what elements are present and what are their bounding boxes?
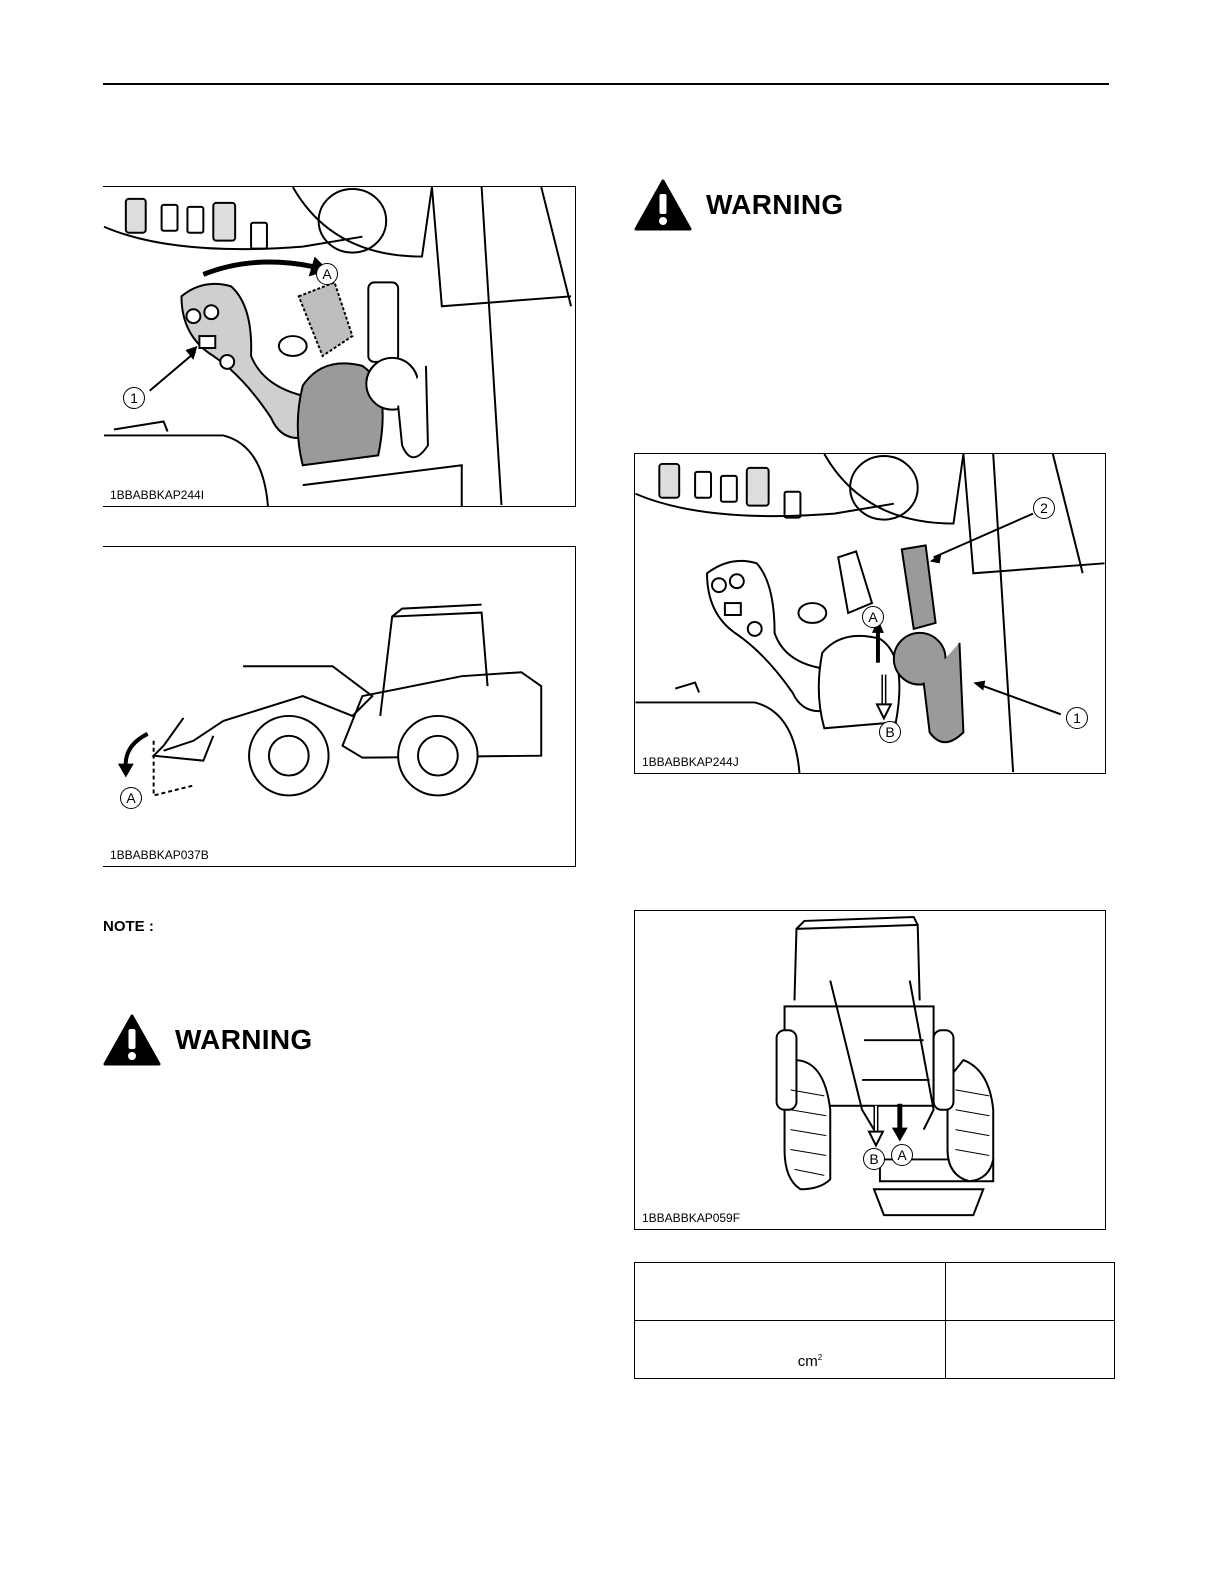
callout-b: B	[863, 1148, 885, 1170]
callout-a: A	[120, 787, 142, 809]
figure-joystick-lever	[634, 453, 1106, 774]
callout-1: 1	[123, 387, 145, 409]
figure-loader-front	[634, 910, 1106, 1230]
warning-triangle-icon	[103, 1014, 161, 1066]
warning-heading	[634, 175, 843, 235]
figure-code: 1BBABBKAP059F	[642, 1211, 741, 1225]
warning-triangle-icon	[634, 179, 692, 231]
warning-label: WARNING	[175, 1024, 313, 1055]
table-row	[635, 1321, 1115, 1379]
table-row	[635, 1263, 1115, 1321]
figure-code: 1BBABBKAP037B	[110, 848, 209, 862]
spec-table	[634, 1262, 1115, 1379]
joystick-illustration	[103, 187, 575, 506]
callout-a: A	[891, 1144, 913, 1166]
note-label: NOTE :	[103, 918, 154, 935]
warning-label: WARNING	[706, 189, 844, 220]
loader-front-illustration	[635, 911, 1105, 1229]
figure-code: 1BBABBKAP244I	[110, 488, 205, 502]
table-cell	[635, 1321, 946, 1379]
figure-loader-side	[103, 546, 576, 867]
callout-1: 1	[1066, 707, 1088, 729]
callout-b: B	[879, 721, 901, 743]
callout-a: A	[862, 606, 884, 628]
figure-code: 1BBABBKAP244J	[642, 755, 739, 769]
figure-joystick-tilt	[103, 186, 576, 507]
header-rule	[103, 83, 1109, 85]
warning-heading	[103, 1010, 312, 1070]
table-cell	[635, 1263, 946, 1321]
table-cell	[946, 1263, 1115, 1321]
callout-2: 2	[1033, 497, 1055, 519]
loader-side-illustration	[103, 547, 575, 866]
callout-a: A	[316, 263, 338, 285]
unit-label: $cm^2$	[797, 1353, 823, 1370]
table-cell	[946, 1321, 1115, 1379]
